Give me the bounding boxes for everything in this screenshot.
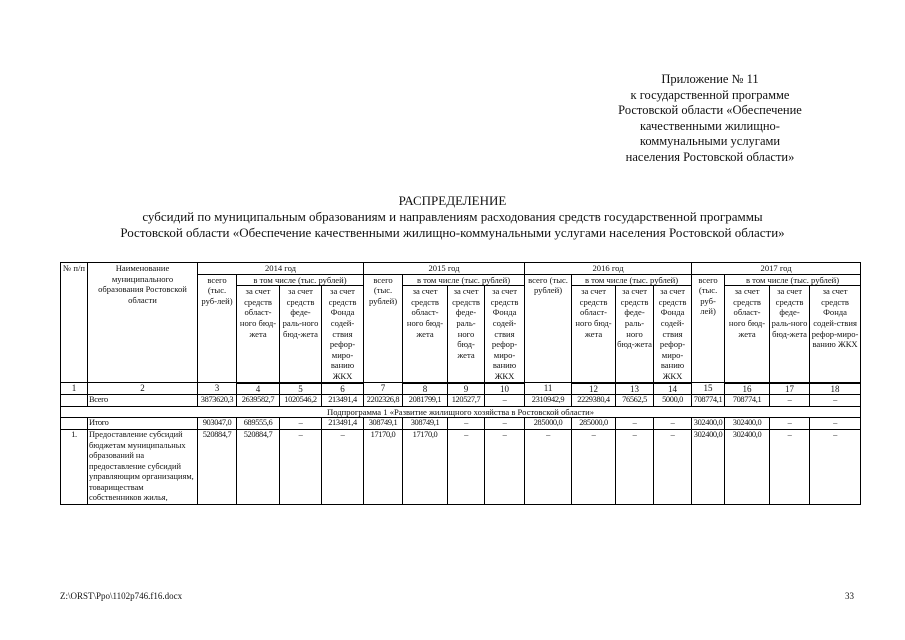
in-total-header: в том числе (тыс. рублей): [572, 274, 692, 286]
row-num-cell: [61, 418, 88, 430]
column-number: 12: [572, 383, 616, 395]
value-cell: 5000,0: [654, 395, 692, 407]
value-cell: –: [654, 429, 692, 504]
value-cell: 120527,7: [448, 395, 485, 407]
value-cell: 285000,0: [572, 418, 616, 430]
column-number: 11: [525, 383, 572, 395]
value-cell: 903047,0: [198, 418, 237, 430]
value-cell: –: [572, 429, 616, 504]
row-num-cell: 1.: [61, 429, 88, 504]
value-cell: –: [280, 418, 322, 430]
value-cell: –: [485, 429, 525, 504]
column-number: 16: [725, 383, 770, 395]
source-federal-header: за счет средств феде-раль-ного бюд-жета: [280, 286, 322, 383]
col-num-header: № п/п: [61, 263, 88, 383]
value-cell: 1020546,2: [280, 395, 322, 407]
value-cell: 76562,5: [616, 395, 654, 407]
total-header: всего (тыс. руб-лей): [692, 274, 725, 382]
value-cell: 302400,0: [725, 418, 770, 430]
source-federal-header: за счет средств феде-раль-ного бюд-жета: [448, 286, 485, 383]
value-cell: –: [810, 395, 861, 407]
source-fund-header: за счет средств Фонда содей-ствия рефор-миро-ванию ЖКХ: [322, 286, 364, 383]
document-title: [0, 193, 905, 241]
year-header: 2017 год: [692, 263, 861, 275]
title-line-2: Ростовской области «Обеспечение качественными жилищно-коммунальными услугами населения Ростовской области»: [120, 225, 785, 240]
value-cell: 302400,0: [692, 418, 725, 430]
source-regional-header: за счет средств област-ного бюд-жета: [572, 286, 616, 383]
value-cell: 2081799,1: [403, 395, 448, 407]
appendix-header: [560, 72, 860, 165]
column-number: 18: [810, 383, 861, 395]
value-cell: 308749,1: [364, 418, 403, 430]
footer-file-path: Z:\ORST\Ppo\1102p746.f16.docx: [60, 591, 183, 601]
value-cell: –: [654, 418, 692, 430]
value-cell: –: [448, 418, 485, 430]
value-cell: –: [770, 418, 810, 430]
year-header: 2014 год: [198, 263, 364, 275]
column-number: 7: [364, 383, 403, 395]
value-cell: –: [770, 429, 810, 504]
appendix-line: качественными жилищно-: [640, 118, 780, 133]
value-cell: 213491,4: [322, 395, 364, 407]
value-cell: 2639582,7: [237, 395, 280, 407]
column-number: 17: [770, 383, 810, 395]
value-cell: 302400,0: [725, 429, 770, 504]
column-number: 1: [61, 383, 88, 395]
table-row-itogo: [61, 418, 861, 430]
column-numbers-row: [61, 383, 861, 395]
col-name-header: Наименование муниципального образования Ростовской области: [88, 263, 198, 383]
source-regional-header: за счет средств област-ного бюд-жета: [725, 286, 770, 383]
value-cell: 213491,4: [322, 418, 364, 430]
title-line-1: субсидий по муниципальным образованиям и направлениям расходования средств государственной программы: [142, 209, 763, 224]
column-number: 5: [280, 383, 322, 395]
value-cell: –: [616, 418, 654, 430]
value-cell: 17170,0: [364, 429, 403, 504]
column-number: 4: [237, 383, 280, 395]
subprogram-row: [61, 406, 861, 418]
value-cell: 2202326,8: [364, 395, 403, 407]
appendix-line: коммунальными услугами: [639, 134, 781, 148]
footer-page-number: 33: [845, 591, 854, 601]
total-header: всего (тыс. рублей): [525, 274, 572, 382]
value-cell: 285000,0: [525, 418, 572, 430]
source-fund-header: за счет средств Фонда содей-ствия рефор-миро-ванию ЖКХ: [485, 286, 525, 383]
in-total-header: в том числе (тыс. рублей): [403, 274, 525, 286]
value-cell: –: [525, 429, 572, 504]
value-cell: 302400,0: [692, 429, 725, 504]
table-row-1: [61, 429, 861, 504]
column-number: 10: [485, 383, 525, 395]
row-num-cell: [61, 395, 88, 407]
appendix-line: Ростовской области «Обеспечение: [618, 103, 802, 117]
column-number: 2: [88, 383, 198, 395]
table-row-total: [61, 395, 861, 407]
value-cell: –: [280, 429, 322, 504]
row-label: Итого: [88, 418, 198, 430]
value-cell: 708774,1: [692, 395, 725, 407]
source-federal-header: за счет средств феде-раль-ного бюд-жета: [770, 286, 810, 383]
value-cell: 2229380,4: [572, 395, 616, 407]
column-number: 13: [616, 383, 654, 395]
value-cell: –: [485, 395, 525, 407]
appendix-line: населения Ростовской области»: [625, 149, 795, 164]
value-cell: –: [770, 395, 810, 407]
distribution-table: [60, 262, 861, 505]
column-number: 8: [403, 383, 448, 395]
source-regional-header: за счет средств област-ного бюд-жета: [237, 286, 280, 383]
value-cell: –: [448, 429, 485, 504]
appendix-line: к государственной программе: [630, 87, 790, 102]
value-cell: 2310942,9: [525, 395, 572, 407]
subprogram-title: Подпрограмма 1 «Развитие жилищного хозяйства в Ростовской области»: [61, 406, 861, 418]
appendix-line: Приложение № 11: [661, 72, 759, 86]
column-number: 9: [448, 383, 485, 395]
year-header: 2015 год: [364, 263, 525, 275]
column-number: 6: [322, 383, 364, 395]
value-cell: 708774,1: [725, 395, 770, 407]
source-fund-header: за счет средств Фонда содей-ствия рефор-миро-ванию ЖКХ: [654, 286, 692, 383]
in-total-header: в том числе (тыс. рублей): [237, 274, 364, 286]
column-number: 14: [654, 383, 692, 395]
value-cell: –: [810, 418, 861, 430]
total-header: всего (тыс. руб-лей): [198, 274, 237, 382]
source-federal-header: за счет средств феде-раль-ного бюд-жета: [616, 286, 654, 383]
value-cell: –: [616, 429, 654, 504]
value-cell: 520884,7: [198, 429, 237, 504]
value-cell: 308749,1: [403, 418, 448, 430]
value-cell: –: [485, 418, 525, 430]
source-regional-header: за счет средств област-ного бюд-жета: [403, 286, 448, 383]
column-number: 3: [198, 383, 237, 395]
value-cell: –: [810, 429, 861, 504]
value-cell: 3873620,3: [198, 395, 237, 407]
source-fund-header: за счет средств Фонда содей-ствия рефор-миро-ванию ЖКХ: [810, 286, 861, 383]
value-cell: 520884,7: [237, 429, 280, 504]
total-header: всего (тыс. рублей): [364, 274, 403, 382]
row-label: Предоставление субсидий бюджетам муниципальных образований на предоставление субсидий управляющим организациям, товариществам собственников жилья,: [88, 429, 198, 504]
value-cell: 17170,0: [403, 429, 448, 504]
value-cell: 689555,6: [237, 418, 280, 430]
header-row-years: [61, 263, 861, 275]
in-total-header: в том числе (тыс. рублей): [725, 274, 861, 286]
year-header: 2016 год: [525, 263, 692, 275]
value-cell: –: [322, 429, 364, 504]
column-number: 15: [692, 383, 725, 395]
row-label: Всего: [88, 395, 198, 407]
title-main: РАСПРЕДЕЛЕНИЕ: [398, 193, 507, 208]
